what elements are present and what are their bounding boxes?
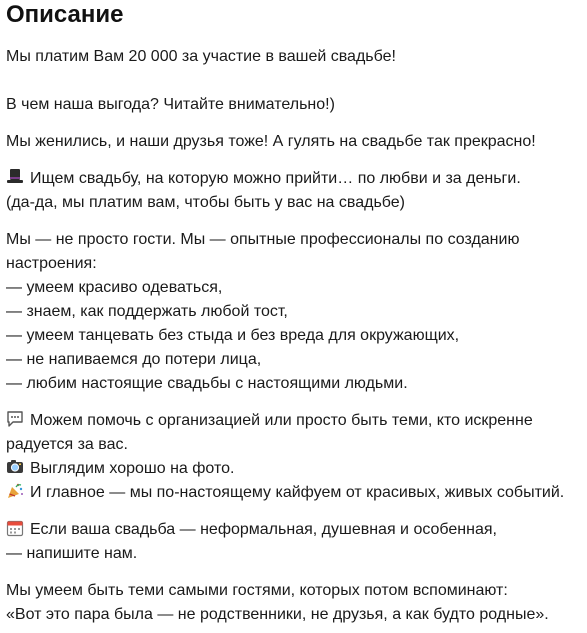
section-title: Описание: [6, 1, 124, 28]
text-line: — напишите нам.: [6, 545, 138, 562]
calendar-icon: [6, 519, 24, 537]
text-line: [6, 167, 579, 191]
paragraph-looking: [6, 167, 579, 215]
paragraph-offer: [6, 45, 579, 69]
list-item: — знаем, как поддержать любой тост,: [6, 303, 288, 320]
text-line: Мы женились, и наши друзья тоже! А гулять на свадьбе так прекрасно!: [6, 133, 536, 150]
paragraph-invite: [6, 518, 579, 566]
text: Если ваша свадьба — неформальная, душевная и особенная,: [30, 521, 497, 538]
text-line: [6, 457, 579, 481]
paragraph-skills: [6, 228, 579, 396]
text-line: [6, 409, 579, 433]
speech-bubble-icon: [6, 410, 24, 428]
text: И главное — мы по-настоящему кайфуем от красивых, живых событий.: [30, 484, 565, 501]
text-line: Мы умеем быть теми самыми гостями, которых потом вспоминают:: [6, 582, 508, 599]
paragraph-help: [6, 409, 579, 505]
paragraph-story: [6, 130, 579, 154]
text: Ищем свадьбу, на которую можно прийти… по любви и за деньги.: [30, 170, 521, 187]
text-line: настроения:: [6, 255, 97, 272]
text-line: Мы — не просто гости. Мы — опытные профессионалы по созданию: [6, 231, 520, 248]
top-hat-icon: [6, 168, 24, 186]
text-line: радуется за вас.: [6, 436, 128, 453]
text-line: Мы платим Вам 20 000 за участие в вашей свадьбе!: [6, 48, 396, 65]
camera-icon: [6, 458, 24, 476]
list-item: — умеем танцевать без стыда и без вреда для окружающих,: [6, 327, 460, 344]
text: Можем помочь с организацией или просто быть теми, кто искренне: [30, 412, 533, 429]
text: Выглядим хорошо на фото.: [30, 460, 235, 477]
text-line: «Вот это пара была — не родственники, не друзья, а как будто родные».: [6, 606, 549, 623]
text-line: В чем наша выгода? Читайте внимательно!): [6, 96, 335, 113]
text-line: (да-да, мы платим вам, чтобы быть у вас на свадьбе): [6, 194, 405, 211]
paragraph-question: [6, 93, 579, 117]
party-popper-icon: [6, 482, 24, 500]
text-line: [6, 518, 579, 542]
list-item: — не напиваемся до потери лица,: [6, 351, 262, 368]
list-item: — умеем красиво одеваться,: [6, 279, 223, 296]
paragraph-closing: [6, 579, 579, 627]
text-line: [6, 481, 579, 505]
list-item: — любим настоящие свадьбы с настоящими людьми.: [6, 375, 408, 392]
